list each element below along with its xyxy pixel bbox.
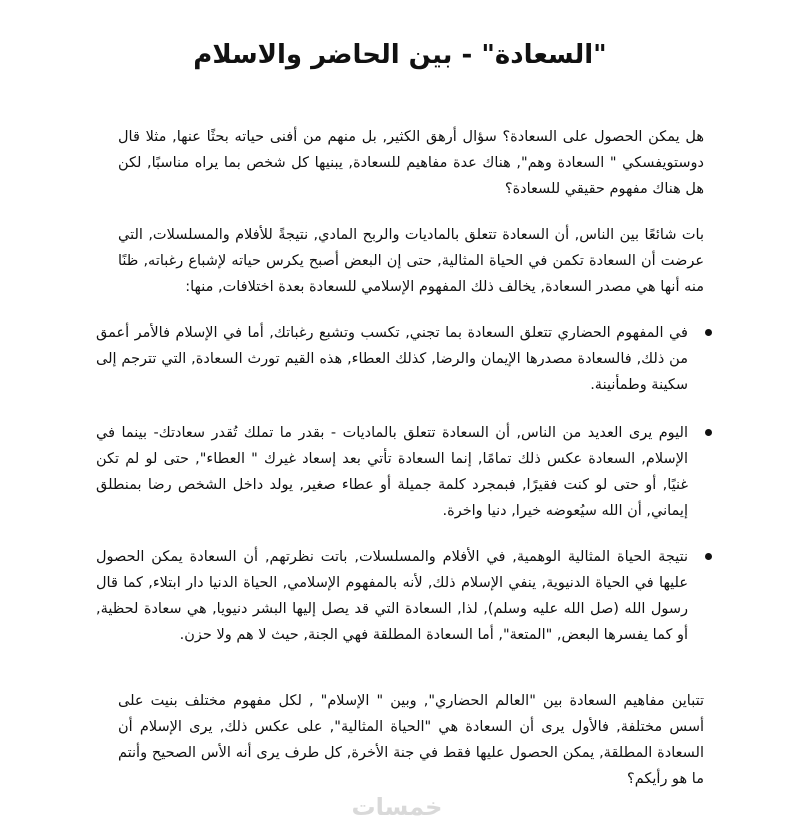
bullet-icon xyxy=(705,429,712,436)
bullet-list-1 xyxy=(96,320,688,398)
bullet-icon xyxy=(705,553,712,560)
list-item xyxy=(96,420,688,524)
bullet-list-2 xyxy=(96,420,688,524)
list-item-text: اليوم يرى العديد من الناس, أن السعادة تتعلق بالماديات - بقدر ما تملك تُقدر سعادتك- بينما في الإسلام, السعادة عكس ذلك تمامًا, إنما السعادة تأتي بعد إسعاد غيرك " العطاء", حتى لو لم تكن غنيًا, أو حتى لو كنت فقيرًا, فبمجرد كلمة جميلة أو عطاء صغير, يولد داخل الشخص رضا بمنطلق إيماني, أن الله سيُعوضه خيرا, دنيا واخرة. xyxy=(96,425,688,519)
watermark-logo: خمسات xyxy=(351,793,443,821)
list-item xyxy=(96,320,688,398)
list-item-text: في المفهوم الحضاري تتعلق السعادة بما تجني, تكسب وتشبع رغباتك, أما في الإسلام فالأمر أعمق من ذلك, فالسعادة مصدرها الإيمان والرضا, كذلك العطاء, هذه القيم تورث السعادة, التي تترجم إلى سكينة وطمأنينة. xyxy=(96,325,688,393)
intro-paragraph: هل يمكن الحصول على السعادة؟ سؤال أرهق الكثير, بل منهم من أفنى حياته بحثًا عنها, مثلا قال دوستويفسكي " السعادة وهم", هناك عدة مفاهيم للسعادة, يبنيها كل شخص بما يراه مناسبًا, لكن هل هناك مفهوم حقيقي للسعادة؟ xyxy=(118,129,704,197)
list-item xyxy=(96,544,688,648)
context-paragraph: بات شائعًا بين الناس, أن السعادة تتعلق بالماديات والربح المادي, نتيجةً للأفلام والمسلسلات, التي عرضت أن السعادة تكمن في الحياة المثالية, حتى إن البعض أصبح يكرس حياته لإشباع رغباته, ظنًا منه أنها هي مصدر السعادة, يخالف ذلك المفهوم الإسلامي للسعادة بعدة اختلافات, منها: xyxy=(118,227,704,295)
bullet-icon xyxy=(705,329,712,336)
closing-paragraph: تتباين مفاهيم السعادة بين "العالم الحضاري", وبين " الإسلام" , لكل مفهوم مختلف بنيت على أسس مختلفة, فالأول يرى أن السعادة هي "الحياة المثالية", على عكس ذلك, يرى الإسلام أن السعادة المطلقة, يمكن الحصول عليها فقط في جنة الأخرة, كل طرف يرى أنه الأس الصحيح وأنتم ما هو رأيكم؟ xyxy=(118,693,704,787)
document-title: "السعادة" - بين الحاضر والاسلام xyxy=(193,40,607,70)
bullet-list-3 xyxy=(96,544,688,648)
list-item-text: نتيجة الحياة المثالية الوهمية, في الأفلام والمسلسلات, باتت نظرتهم, أن السعادة يمكن الحصول عليها في الحياة الدنيوية, ينفي الإسلام ذلك, لأنه بالمفهوم الإسلامي, الحياة الدنيا دار ابتلاء, كما قال رسول الله (صل الله عليه وسلم), لذا, السعادة التي قد يصل إليها البشر دنيويا, هي سعادة لحظية, أو كما يفسرها البعض, "المتعة", أما السعادة المطلقة فهي الجنة, حيث لا هم ولا حزن. xyxy=(96,549,688,643)
